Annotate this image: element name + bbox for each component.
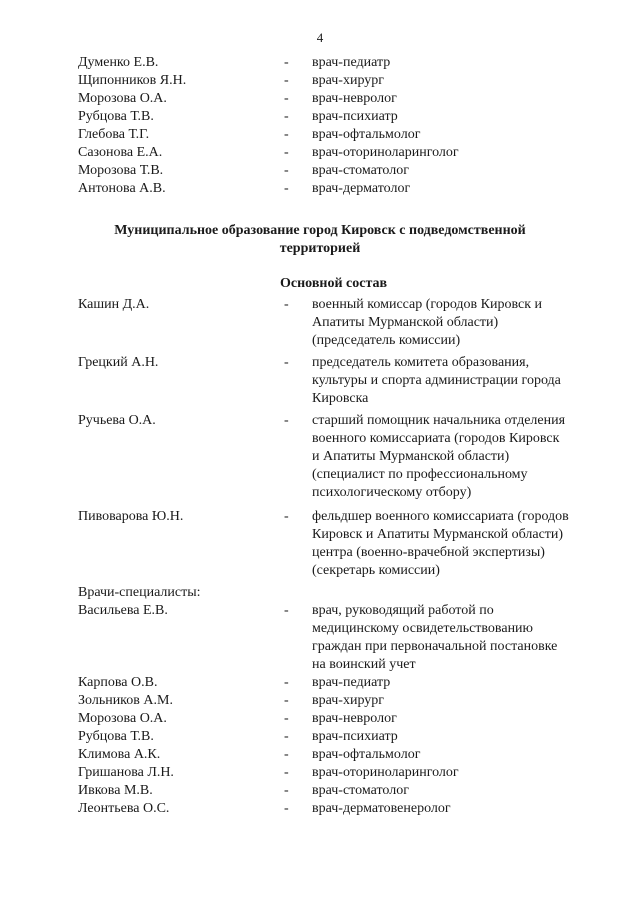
role-line: центра (военно-врачебной экспертизы) bbox=[312, 545, 545, 560]
list-item bbox=[78, 354, 598, 412]
dash: - bbox=[284, 729, 289, 744]
list-item bbox=[78, 728, 598, 746]
list-item bbox=[78, 296, 598, 350]
list-item bbox=[78, 602, 598, 674]
list-item bbox=[78, 782, 598, 800]
role-line: и Апатиты Мурманской области) bbox=[312, 449, 510, 464]
person-name: Климова А.К. bbox=[78, 747, 161, 762]
person-name: Ивкова М.В. bbox=[78, 783, 153, 798]
list-item bbox=[78, 108, 598, 126]
list-item bbox=[78, 692, 598, 710]
list-item bbox=[78, 54, 598, 72]
role-line: (председатель комиссии) bbox=[312, 333, 461, 348]
person-role: врач-офтальмолог bbox=[312, 127, 421, 142]
person-name: Карпова О.В. bbox=[78, 675, 158, 690]
person-name: Грецкий А.Н. bbox=[78, 355, 159, 370]
person-role bbox=[312, 602, 612, 674]
person-role: врач-педиатр bbox=[312, 675, 391, 690]
role-line: врач, руководящий работой по bbox=[312, 603, 494, 618]
person-role: врач-педиатр bbox=[312, 55, 391, 70]
list-item bbox=[78, 90, 598, 108]
person-role bbox=[312, 296, 612, 350]
person-role: врач-психиатр bbox=[312, 109, 398, 124]
person-role: врач-стоматолог bbox=[312, 783, 409, 798]
dash: - bbox=[284, 127, 289, 142]
dash: - bbox=[284, 145, 289, 160]
dash: - bbox=[284, 801, 289, 816]
main-composition-title: Основной состав bbox=[280, 276, 388, 291]
person-name: Глебова Т.Г. bbox=[78, 127, 150, 142]
dash: - bbox=[284, 711, 289, 726]
person-name: Морозова Т.В. bbox=[78, 163, 164, 178]
list-item bbox=[78, 180, 598, 198]
list-item bbox=[78, 72, 598, 90]
dash: - bbox=[284, 413, 289, 428]
role-line: на воинский учет bbox=[312, 657, 416, 672]
role-line: граждан при первоначальной постановке bbox=[312, 639, 558, 654]
doctors-label: Врачи-специалисты: bbox=[78, 585, 201, 600]
person-role: врач-офтальмолог bbox=[312, 747, 421, 762]
dash: - bbox=[284, 297, 289, 312]
person-name: Леонтьева О.С. bbox=[78, 801, 170, 816]
person-role: врач-оториноларинголог bbox=[312, 765, 459, 780]
dash: - bbox=[284, 783, 289, 798]
dash: - bbox=[284, 747, 289, 762]
role-line: (специалист по профессиональному bbox=[312, 467, 528, 482]
person-role bbox=[312, 508, 612, 580]
person-role: врач-оториноларинголог bbox=[312, 145, 459, 160]
person-role: врач-стоматолог bbox=[312, 163, 409, 178]
person-role bbox=[312, 354, 612, 408]
role-line: Апатиты Мурманской области) bbox=[312, 315, 499, 330]
person-name: Морозова О.А. bbox=[78, 711, 167, 726]
person-name: Зольников А.М. bbox=[78, 693, 173, 708]
role-line: культуры и спорта администрации города bbox=[312, 373, 561, 388]
dash: - bbox=[284, 91, 289, 106]
person-name: Антонова А.В. bbox=[78, 181, 166, 196]
section-title-line: территорией bbox=[279, 241, 361, 256]
list-item bbox=[78, 126, 598, 144]
list-item bbox=[78, 764, 598, 782]
person-role: врач-дерматовенеролог bbox=[312, 801, 451, 816]
person-role: врач-невролог bbox=[312, 91, 397, 106]
dash: - bbox=[284, 73, 289, 88]
role-line: медицинскому освидетельствованию bbox=[312, 621, 534, 636]
dash: - bbox=[284, 355, 289, 370]
role-line: фельдшер военного комиссариата (городов bbox=[312, 509, 569, 524]
list-item bbox=[78, 710, 598, 728]
person-name: Кашин Д.А. bbox=[78, 297, 150, 312]
person-name: Рубцова Т.В. bbox=[78, 109, 154, 124]
dash: - bbox=[284, 163, 289, 178]
role-line: председатель комитета образования, bbox=[312, 355, 530, 370]
list-item bbox=[78, 800, 598, 818]
person-name: Сазонова Е.А. bbox=[78, 145, 163, 160]
role-line: Кировска bbox=[312, 391, 369, 406]
person-name: Васильева Е.В. bbox=[78, 603, 168, 618]
dash: - bbox=[284, 765, 289, 780]
person-name: Думенко Е.В. bbox=[78, 55, 159, 70]
role-line: старший помощник начальника отделения bbox=[312, 413, 566, 428]
dash: - bbox=[284, 675, 289, 690]
person-role: врач-невролог bbox=[312, 711, 397, 726]
role-line: Кировск и Апатиты Мурманской области) bbox=[312, 527, 564, 542]
list-item bbox=[78, 144, 598, 162]
role-line: (секретарь комиссии) bbox=[312, 563, 440, 578]
person-role: врач-хирург bbox=[312, 73, 385, 88]
dash: - bbox=[284, 603, 289, 618]
person-role: врач-хирург bbox=[312, 693, 385, 708]
list-item bbox=[78, 162, 598, 180]
page-number: 4 bbox=[316, 30, 324, 45]
role-line: психологическому отбору) bbox=[312, 485, 472, 500]
role-line: военного комиссариата (городов Кировск bbox=[312, 431, 560, 446]
person-name: Пивоварова Ю.Н. bbox=[78, 509, 184, 524]
person-name: Щипонников Я.Н. bbox=[78, 73, 187, 88]
dash: - bbox=[284, 181, 289, 196]
dash: - bbox=[284, 55, 289, 70]
dash: - bbox=[284, 509, 289, 524]
section-title-line: Муниципальное образование город Кировск с подведомственной bbox=[114, 223, 526, 238]
dash: - bbox=[284, 109, 289, 124]
person-role: врач-дерматолог bbox=[312, 181, 411, 196]
person-role: врач-психиатр bbox=[312, 729, 398, 744]
top-doctors-list bbox=[78, 54, 598, 198]
person-name: Рубцова Т.В. bbox=[78, 729, 154, 744]
list-item bbox=[78, 412, 598, 504]
person-name: Ручьева О.А. bbox=[78, 413, 156, 428]
dash: - bbox=[284, 693, 289, 708]
list-item bbox=[78, 508, 598, 580]
list-item bbox=[78, 674, 598, 692]
list-item bbox=[78, 746, 598, 764]
section-title bbox=[60, 222, 580, 258]
person-role bbox=[312, 412, 612, 502]
person-name: Гришанова Л.Н. bbox=[78, 765, 174, 780]
role-line: военный комиссар (городов Кировск и bbox=[312, 297, 543, 312]
person-name: Морозова О.А. bbox=[78, 91, 167, 106]
main-composition-list bbox=[78, 296, 598, 818]
